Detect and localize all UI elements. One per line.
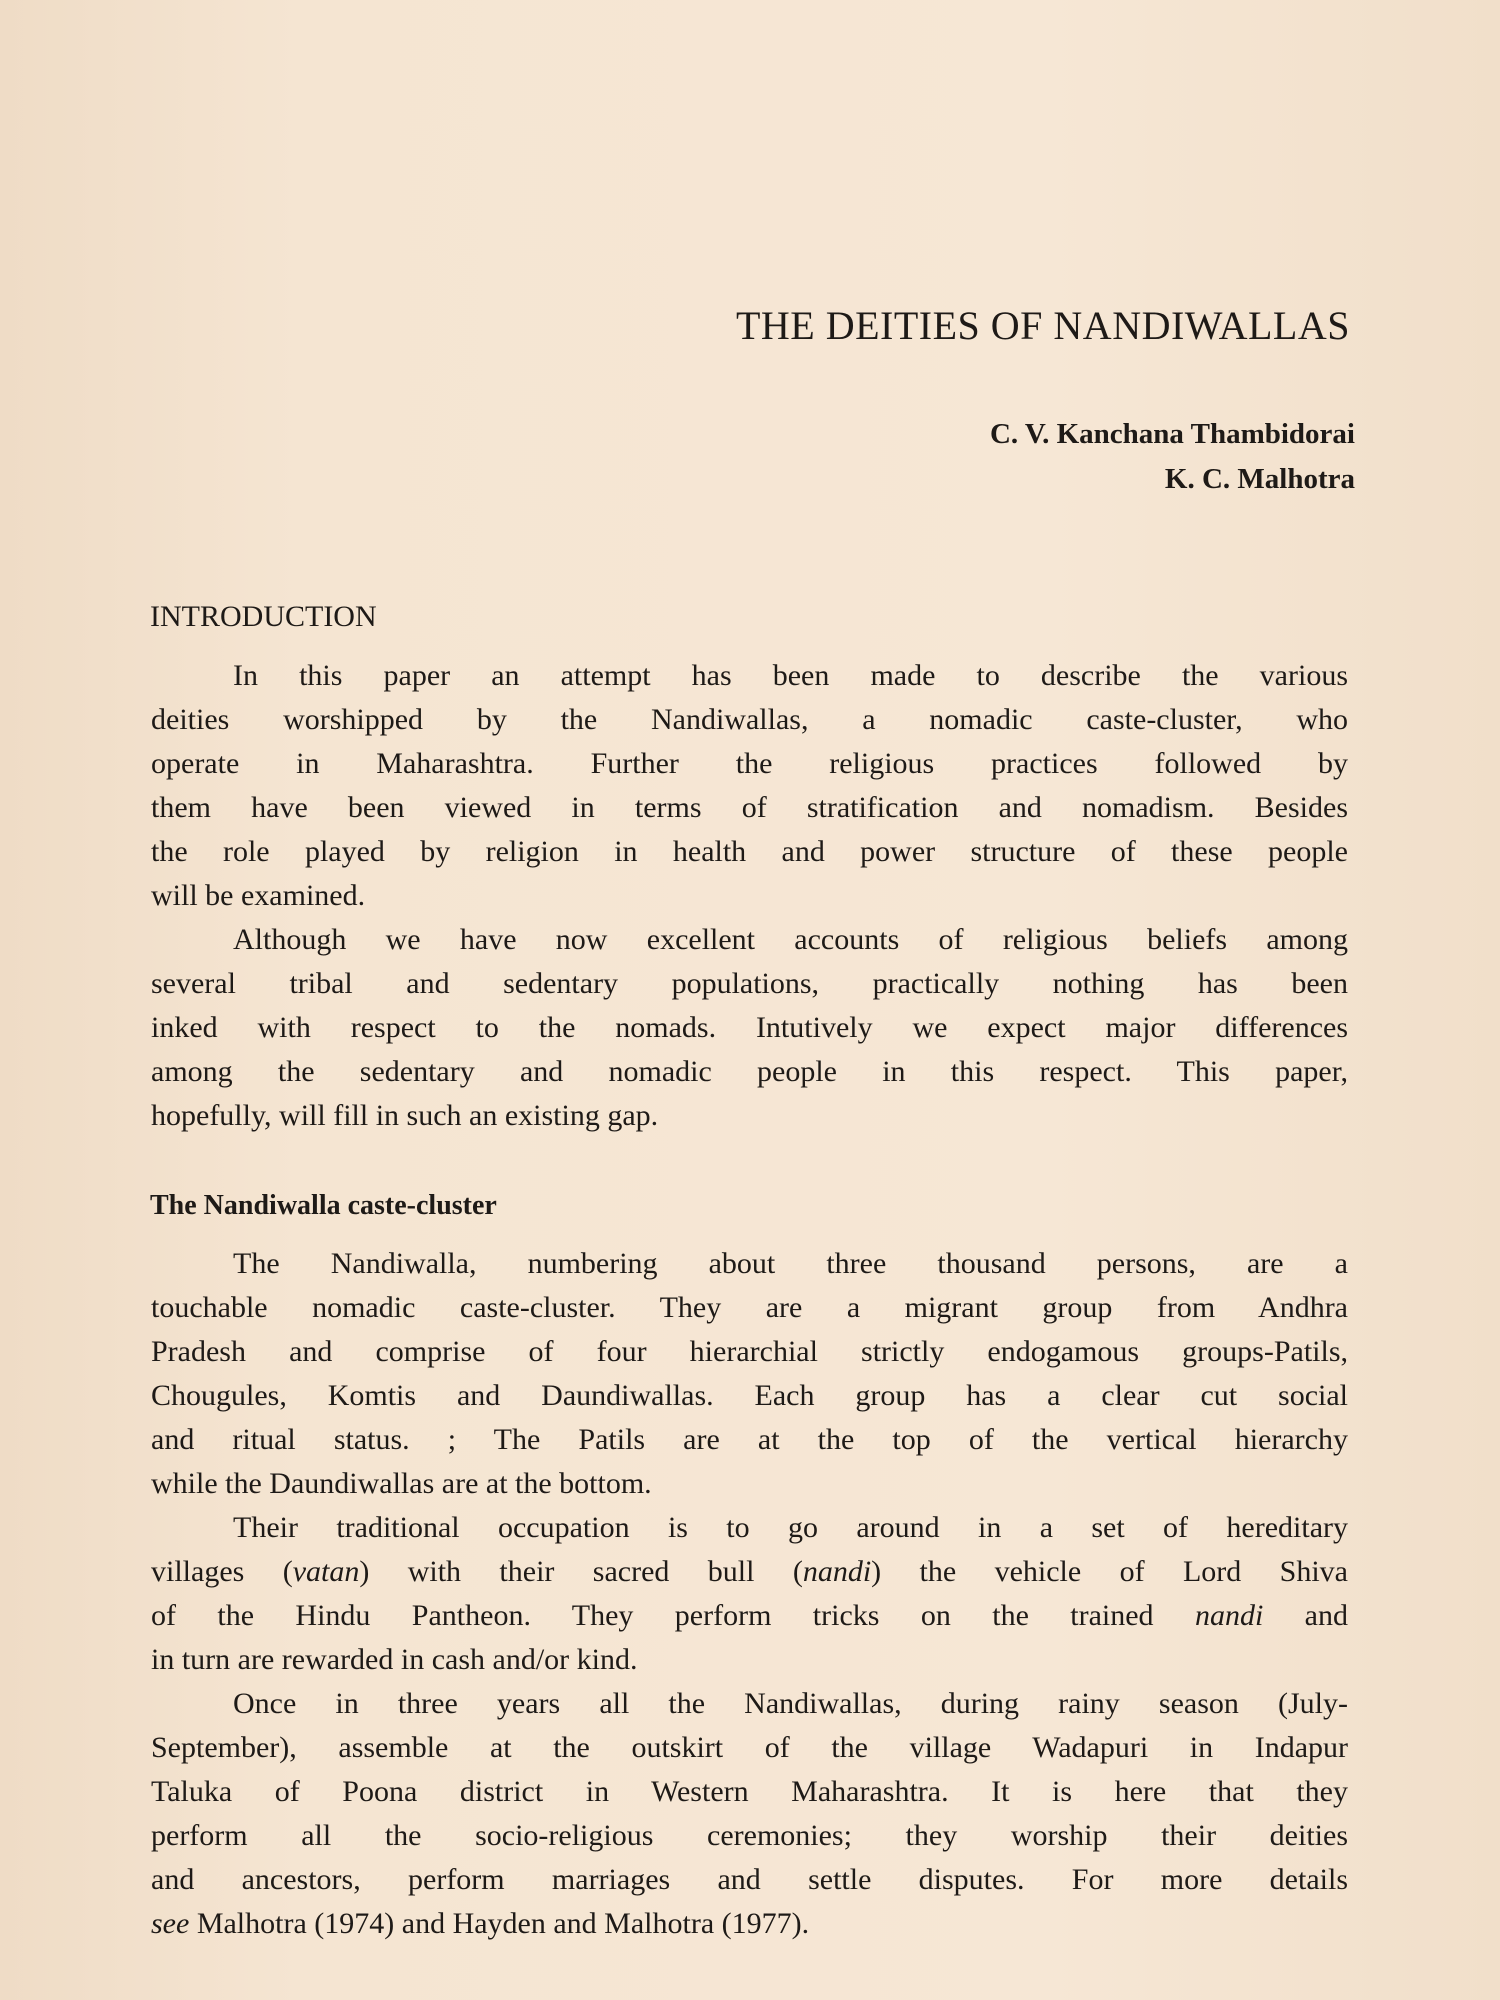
text-line: and ancestors, perform marriages and settle disputes. For more details [151,1863,1348,1896]
text-line: The Nandiwalla, numbering about three thousand persons, are a [233,1247,1348,1280]
text-line: hopefully, will fill in such an existing gap. [151,1099,659,1132]
text-line: and ritual status. ; The Patils are at the top of the vertical hierarchy [151,1423,1348,1456]
text-line: the role played by religion in health and power structure of these people [151,835,1348,868]
text-line: in turn are rewarded in cash and/or kind. [151,1643,638,1676]
text-line: them have been viewed in terms of stratification and nomadism. Besides [151,791,1348,824]
text-line: inked with respect to the nomads. Intutively we expect major differences [151,1011,1348,1044]
text-line: Although we have now excellent accounts of religious beliefs among [233,923,1348,956]
author-1: C. V. Kanchana Thambidorai [989,418,1355,450]
text-line: September), assemble at the outskirt of the village Wadapuri in Indapur [151,1731,1348,1764]
text-line: Pradesh and comprise of four hierarchial strictly endogamous groups-Patils, [151,1335,1348,1368]
text-line: Their traditional occupation is to go around in a set of hereditary [233,1511,1348,1544]
text-line: of the Hindu Pantheon. They perform tricks on the trained nandi and [151,1599,1348,1632]
text-line: several tribal and sedentary populations, practically nothing has been [151,967,1348,1000]
text-line: perform all the socio-religious ceremonies; they worship their deities [151,1819,1348,1852]
text-line: operate in Maharashtra. Further the religious practices followed by [151,747,1348,780]
text-line: deities worshipped by the Nandiwallas, a nomadic caste-cluster, who [151,703,1348,736]
text-line: while the Daundiwallas are at the bottom. [151,1467,652,1500]
text-line: Once in three years all the Nandiwallas, during rainy season (July- [233,1687,1348,1720]
text-line: Taluka of Poona district in Western Maharashtra. It is here that they [151,1775,1348,1808]
text-line: will be examined. [151,879,366,912]
section-heading-introduction: INTRODUCTION [150,600,377,633]
text-line: among the sedentary and nomadic people in this respect. This paper, [151,1055,1348,1088]
text-line: Chougules, Komtis and Daundiwallas. Each group has a clear cut social [151,1379,1348,1412]
text-line: villages (vatan) with their sacred bull (nandi) the vehicle of Lord Shiva [151,1555,1348,1588]
text-line: see Malhotra (1974) and Hayden and Malhotra (1977). [151,1907,810,1940]
article-title: THE DEITIES OF NANDIWALLAS [735,303,1350,348]
text-line: touchable nomadic caste-cluster. They are a migrant group from Andhra [151,1291,1348,1324]
author-2: K. C. Malhotra [1164,463,1355,495]
text-line: In this paper an attempt has been made to describe the various [233,659,1348,692]
section-heading-caste-cluster: The Nandiwalla caste-cluster [150,1190,497,1221]
